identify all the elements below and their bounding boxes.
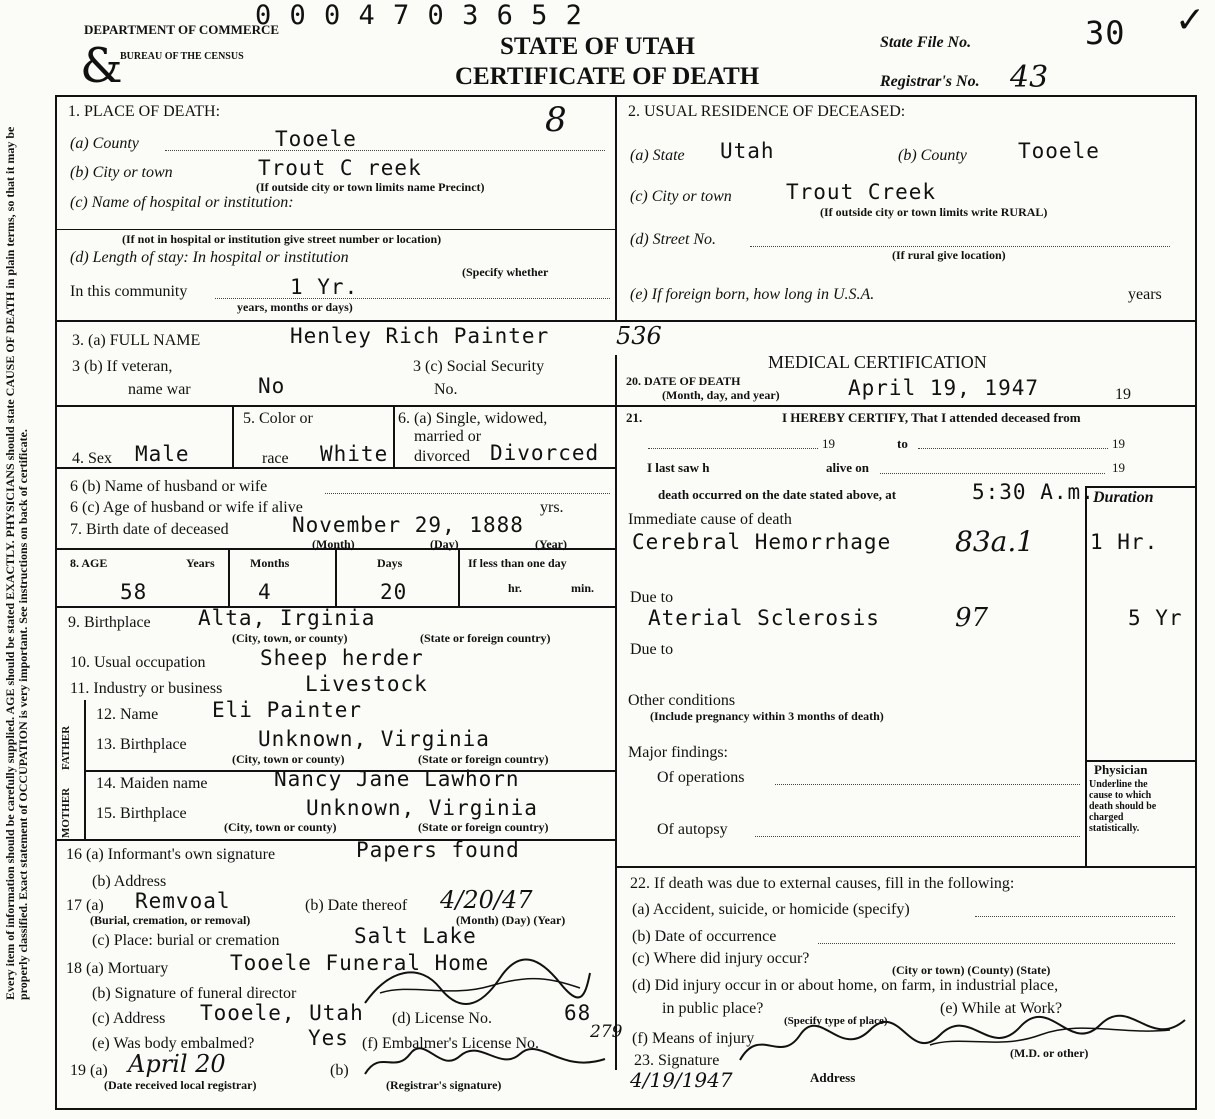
- frame-top: [55, 95, 1197, 97]
- line-medical-date: [615, 405, 1195, 407]
- mother-maiden-label: 14. Maiden name: [96, 775, 208, 792]
- burial-value: Remvoal: [135, 889, 231, 913]
- burial-place-label: (c) Place: burial or cremation: [92, 932, 280, 949]
- birthdate-label: 7. Birth date of deceased: [70, 521, 229, 538]
- cert-to: to: [897, 436, 908, 451]
- place-mark: 8: [545, 100, 567, 140]
- res-county-label: (b) County: [898, 147, 967, 164]
- external-d-note: (Specify type of place): [784, 1015, 888, 1027]
- department-label: DEPARTMENT OF COMMERCE: [84, 22, 280, 37]
- death-occurred-label: death occurred on the date stated above, at: [658, 487, 897, 502]
- industry-value: Livestock: [305, 672, 428, 696]
- sex-value: Male: [135, 442, 190, 466]
- external-b-label: (b) Date of occurrence: [632, 928, 777, 945]
- frame-bottom: [55, 1108, 1197, 1110]
- bureau-label: BUREAU OF THE CENSUS: [120, 51, 244, 62]
- mother-birthplace-value: Unknown, Virginia: [306, 796, 538, 820]
- burial-date-value: 4/20/47: [440, 886, 533, 914]
- state-file-label: State File No.: [880, 34, 972, 51]
- county-value: Tooele: [275, 127, 357, 151]
- external-d-label-2: in public place?: [662, 1000, 764, 1017]
- external-title: 22. If death was due to external causes, fill in the following:: [630, 875, 1015, 892]
- burial-note: (Burial, cremation, or removal): [90, 913, 251, 927]
- father-birthplace-value: Unknown, Virginia: [258, 727, 490, 751]
- other-conditions-note: (Include pregnancy within 3 months of death): [650, 709, 884, 723]
- due-to-code-1: 97: [955, 603, 989, 633]
- date-of-death-19: 19: [1115, 386, 1131, 403]
- death-time-value: 5:30 A.m.: [972, 480, 1095, 504]
- res-state-value: Utah: [720, 139, 775, 163]
- hosp-line: [55, 229, 615, 230]
- marital-label-2: married or: [414, 428, 482, 445]
- registrar-number: 43: [1010, 60, 1049, 95]
- side-instructions: Every item of information should be carefully supplied. AGE should be stated EXACTLY. PHYSICIANS should state CAUSE OF DEATH in plain terms, so that it may be properly classified. Exact statement of OCCUPATION is very important. See instructions on back of certificate.: [3, 126, 30, 1000]
- res-county-value: Tooele: [1018, 139, 1100, 163]
- birthdate-value: November 29, 1888: [292, 513, 524, 537]
- age-divider-2: [335, 548, 337, 606]
- res-city-value: Trout Creek: [786, 180, 937, 204]
- veteran-war-label: name war: [128, 381, 191, 398]
- birthplace-value: Alta, Irginia: [198, 606, 376, 630]
- res-city-note: (If outside city or town limits write RURAL): [820, 205, 1048, 219]
- registrar-signature: [360, 1044, 610, 1082]
- ssn-label: 3 (c) Social Security: [413, 358, 545, 375]
- hospital-note: (If not in hospital or institution give street number or location): [122, 232, 442, 246]
- cert-19-b: 19: [1112, 436, 1125, 451]
- age-divider-1: [228, 548, 230, 606]
- line-sex: [55, 467, 615, 469]
- line-parents: [55, 839, 615, 841]
- sex-divider: [232, 405, 234, 467]
- cert-21-number: 21.: [626, 410, 643, 425]
- immediate-cause-duration: 1 Hr.: [1090, 530, 1159, 554]
- age-months-label: Months: [250, 556, 290, 570]
- date-of-death-label: 20. DATE OF DEATH: [626, 374, 741, 388]
- last-saw-label: I last saw h: [647, 460, 710, 475]
- marital-label-1: 6. (a) Single, widowed,: [398, 410, 548, 427]
- embalmed-label: (e) Was body embalmed?: [92, 1035, 255, 1052]
- res-years-label: years: [1128, 286, 1162, 303]
- informant-label: 16 (a) Informant's own signature: [66, 846, 276, 863]
- mortuary-address-label: (c) Address: [92, 1010, 166, 1027]
- spouse-name-label: 6 (b) Name of husband or wife: [70, 478, 268, 495]
- due-to-value-1: Aterial Sclerosis: [648, 606, 880, 630]
- burial-place-value: Salt Lake: [354, 924, 477, 948]
- registrar-label: 19 (a): [70, 1062, 108, 1079]
- marital-label-3: divorced: [414, 448, 470, 465]
- mortuary-label: 18 (a) Mortuary: [66, 960, 169, 977]
- state-file-number: 30: [1085, 14, 1126, 52]
- registrar-date-note: (Date received local registrar): [104, 1078, 257, 1092]
- registrar-sig-note: (Registrar's signature): [386, 1078, 502, 1092]
- medical-title: MEDICAL CERTIFICATION: [768, 352, 987, 372]
- duration-divider: [1085, 486, 1087, 866]
- mother-vertical-label: MOTHER: [60, 787, 72, 838]
- place-of-death-title: 1. PLACE OF DEATH:: [68, 103, 221, 120]
- father-birthplace-label: 13. Birthplace: [96, 736, 187, 753]
- birthplace-note-1: (City, town, or county): [232, 631, 348, 645]
- race-label-2: race: [262, 450, 289, 467]
- res-street-note: (If rural give location): [892, 248, 1006, 262]
- name-code: 536: [616, 322, 662, 350]
- external-c-note: (City or town) (County) (State): [892, 963, 1051, 977]
- occupation-label: 10. Usual occupation: [70, 654, 206, 671]
- age-years-label: Years: [186, 556, 215, 570]
- frame-left: [55, 95, 57, 1110]
- age-years-value: 58: [120, 580, 148, 604]
- community-label: In this community: [70, 283, 188, 300]
- county-label: (a) County: [70, 135, 139, 152]
- res-street-label: (d) Street No.: [630, 231, 717, 248]
- burial-date-label: (b) Date thereof: [305, 897, 408, 914]
- duration-header: Duration: [1093, 489, 1154, 506]
- spouse-age-label: 6 (c) Age of husband or wife if alive: [70, 499, 303, 516]
- birth-day-note: (Day): [430, 537, 459, 551]
- state-title: STATE OF UTAH: [500, 33, 695, 60]
- due-to-label-1: Due to: [630, 589, 674, 606]
- father-bp-note-1: (City, town or county): [232, 752, 345, 766]
- immediate-cause-label: Immediate cause of death: [628, 511, 792, 528]
- burial-label: 17 (a): [66, 897, 104, 914]
- occupation-value: Sheep herder: [260, 646, 424, 670]
- line-veteran: [55, 405, 615, 407]
- autopsy-label: Of autopsy: [657, 821, 728, 838]
- funeral-director-sig-label: (b) Signature of funeral director: [92, 985, 297, 1002]
- license-label: (d) License No.: [392, 1010, 492, 1027]
- operations-label: Of operations: [657, 769, 745, 786]
- funeral-director-signature: [360, 958, 595, 1013]
- physician-signature: [700, 1005, 1190, 1075]
- spouse-yrs-label: yrs.: [540, 499, 564, 516]
- divider-main: [615, 355, 617, 1070]
- veteran-value: No: [258, 374, 286, 398]
- immediate-cause-value: Cerebral Hemorrhage: [632, 530, 892, 554]
- divider-top: [615, 95, 617, 320]
- birth-month-note: (Month): [312, 537, 355, 551]
- residence-title: 2. USUAL RESIDENCE OF DECEASED:: [628, 103, 906, 120]
- signature-address-label: Address: [810, 1070, 856, 1085]
- external-d-label-1: (d) Did injury occur in or about home, on farm, in industrial place,: [632, 977, 1059, 994]
- age-days-value: 20: [380, 580, 408, 604]
- stay-label: (d) Length of stay: In hospital or institution: [70, 249, 349, 266]
- external-a-label: (a) Accident, suicide, or homicide (specify): [632, 901, 910, 918]
- frame-right: [1195, 95, 1197, 1110]
- father-bp-note-2: (State or foreign country): [418, 752, 549, 766]
- age-min-label: min.: [571, 581, 595, 595]
- other-conditions-label: Other conditions: [628, 692, 736, 709]
- full-name-label: 3. (a) FULL NAME: [72, 332, 201, 349]
- mother-birthplace-label: 15. Birthplace: [96, 805, 187, 822]
- mother-bp-note-1: (City, town or county): [224, 820, 337, 834]
- veteran-label: 3 (b) If veteran,: [72, 358, 173, 375]
- age-days-label: Days: [377, 556, 403, 570]
- age-label: 8. AGE: [70, 556, 108, 570]
- registrar-b-label: (b): [330, 1062, 349, 1079]
- serial-number: 0 0 0 4 7 0 3 6 5 2: [255, 0, 583, 31]
- duration-top: [1085, 486, 1195, 488]
- mortuary-value: Tooele Funeral Home: [230, 951, 490, 975]
- embalmer-license-value: 279: [590, 1022, 623, 1042]
- mortuary-address-value: Tooele, Utah: [200, 1001, 364, 1025]
- community-note: years, months or days): [237, 300, 353, 314]
- city-note: (If outside city or town limits name Precinct): [256, 180, 485, 194]
- full-name-value: Henley Rich Painter: [290, 324, 550, 348]
- res-city-label: (c) City or town: [630, 188, 732, 205]
- age-divider-3: [458, 548, 460, 606]
- race-value: White: [320, 442, 389, 466]
- informant-value: Papers found: [356, 838, 520, 862]
- race-label-1: 5. Color or: [243, 410, 313, 427]
- birthplace-label: 9. Birthplace: [68, 614, 151, 631]
- date-of-death-note: (Month, day, and year): [662, 388, 780, 402]
- industry-label: 11. Industry or business: [70, 680, 223, 697]
- check-mark: ✓: [1175, 0, 1206, 41]
- ssn-no-label: No.: [434, 381, 458, 398]
- father-name-value: Eli Painter: [212, 698, 363, 722]
- age-months-value: 4: [258, 580, 272, 604]
- registrar-number-label: Registrar's No.: [880, 73, 980, 90]
- age-hr-label: hr.: [508, 581, 522, 595]
- cert-19-a: 19: [822, 436, 835, 451]
- cert-19-c: 19: [1112, 460, 1125, 475]
- signature-label: 23. Signature: [634, 1052, 720, 1069]
- age-less-label: If less than one day: [468, 556, 567, 570]
- sex-label: 4. Sex: [72, 450, 112, 467]
- due-to-label-2: Due to: [630, 641, 674, 658]
- city-label: (b) City or town: [70, 164, 173, 181]
- line-external: [615, 866, 1195, 868]
- signature-note: (M.D. or other): [1010, 1046, 1089, 1060]
- physician-note: Underline the cause to which death should be charged statistically.: [1089, 779, 1157, 834]
- license-value: 68: [564, 1001, 592, 1025]
- ampersand-mark: &: [80, 38, 123, 94]
- community-value: 1 Yr.: [290, 275, 359, 299]
- certificate-title: CERTIFICATE OF DEATH: [455, 63, 760, 90]
- mother-maiden-value: Nancy Jane Lawhorn: [274, 767, 520, 791]
- birthplace-note-2: (State or foreign country): [420, 631, 551, 645]
- res-state-label: (a) State: [630, 147, 685, 164]
- certify-text: I HEREBY CERTIFY, That I attended deceased from: [782, 410, 1081, 425]
- mother-bp-note-2: (State or foreign country): [418, 820, 549, 834]
- physician-header: Physician: [1094, 762, 1148, 777]
- burial-date-note: (Month) (Day) (Year): [456, 913, 566, 927]
- race-divider: [393, 405, 395, 467]
- external-f-label: (f) Means of injury: [632, 1030, 755, 1047]
- informant-address-label: (b) Address: [92, 873, 167, 890]
- city-value: Trout C reek: [258, 156, 422, 180]
- father-vertical-label: FATHER: [60, 725, 72, 770]
- birth-year-note: (Year): [535, 537, 567, 551]
- immediate-cause-code: 83a.1: [955, 525, 1035, 558]
- res-foreign-label: (e) If foreign born, how long in U.S.A.: [630, 286, 875, 303]
- specify-note: (Specify whether: [462, 265, 549, 279]
- major-findings-label: Major findings:: [628, 744, 728, 761]
- external-e-label: (e) While at Work?: [940, 1000, 1063, 1017]
- due-to-duration-1: 5 Yr: [1128, 606, 1183, 630]
- embalmed-value: Yes: [308, 1026, 349, 1050]
- date-of-death-value: April 19, 1947: [848, 376, 1040, 400]
- external-c-label: (c) Where did injury occur?: [632, 950, 810, 967]
- alive-on-label: alive on: [826, 460, 869, 475]
- father-name-label: 12. Name: [96, 706, 159, 723]
- hospital-label: (c) Name of hospital or institution:: [70, 194, 294, 211]
- marital-value: Divorced: [490, 441, 600, 465]
- embalmer-license-label: (f) Embalmer's License No.: [362, 1035, 540, 1052]
- registrar-date-value: April 20: [128, 1050, 226, 1078]
- signature-date: 4/19/1947: [630, 1068, 733, 1092]
